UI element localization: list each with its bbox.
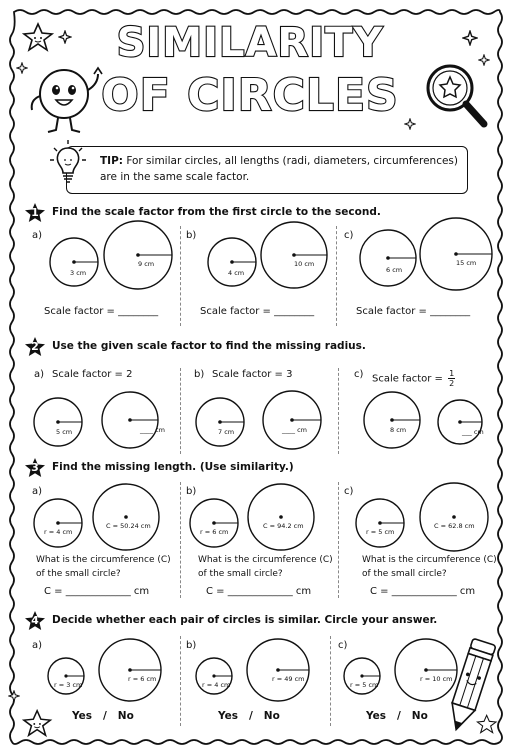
part-letter: a) [32, 640, 43, 651]
part-letter: c) [354, 369, 364, 380]
page-title-line1: SIMILARITY [116, 20, 384, 66]
star-icon [8, 690, 20, 702]
question-number-badge: 3 [24, 457, 46, 479]
star-icon [476, 712, 500, 736]
large-radius-label: r = 49 cm [272, 675, 305, 683]
no-option[interactable]: No [117, 710, 134, 722]
yes-no-choice: Yes / No [366, 710, 428, 722]
small-radius-label: r = 3 cm [54, 681, 83, 689]
answer-blank[interactable]: C = _____________ cm [370, 586, 476, 597]
yes-option[interactable]: Yes [72, 710, 93, 722]
star-icon [22, 708, 56, 738]
question-number-badge: 1 [24, 202, 46, 224]
no-option[interactable]: No [411, 710, 428, 722]
question-number-badge: 4 [24, 610, 46, 632]
question-text: of the small circle? [198, 569, 283, 579]
small-radius-label: r = 5 cm [366, 528, 395, 536]
question-2-heading: Use the given scale factor to find the missing radius. [52, 340, 366, 352]
small-radius-label: r = 6 cm [200, 528, 229, 536]
yes-no-choice: Yes / No [72, 710, 134, 722]
missing-radius-label: ___ cm [462, 428, 484, 436]
answer-blank[interactable]: Scale factor = ________ [200, 306, 315, 317]
large-radius-label: r = 10 cm [420, 675, 453, 683]
part-letter: b) [186, 230, 197, 241]
no-option[interactable]: No [263, 710, 280, 722]
part-letter: a) [32, 230, 43, 241]
large-radius-label: 15 cm [456, 259, 477, 267]
answer-blank[interactable]: C = _____________ cm [206, 586, 312, 597]
scale-factor-label: Scale factor = 3 [212, 369, 293, 380]
fraction: $\frac{1}{2}$ [449, 369, 455, 388]
small-radius-label: 5 cm [56, 428, 73, 436]
part-letter: b) [194, 369, 205, 380]
small-radius-label: r = 4 cm [44, 528, 73, 536]
question-number-badge: 2 [24, 336, 46, 358]
part-letter: b) [186, 486, 197, 497]
small-radius-label: 6 cm [386, 266, 403, 274]
yes-option[interactable]: Yes [366, 710, 387, 722]
answer-blank[interactable]: Scale factor = ________ [356, 306, 471, 317]
large-circumference-label: C = 94.2 cm [263, 522, 304, 530]
question-text: What is the circumference (C) [36, 555, 171, 565]
small-radius-label: r = 5 cm [350, 681, 379, 689]
missing-radius-label: ____ cm [282, 426, 307, 434]
yes-no-choice: Yes / No [218, 710, 280, 722]
yes-option[interactable]: Yes [218, 710, 239, 722]
large-radius-label: 10 cm [294, 260, 315, 268]
tip-body: For similar circles, all lengths (radi, diameters, circumferences) are in the same scale factor. [100, 155, 458, 183]
part-letter: c) [338, 640, 348, 651]
question-text: What is the circumference (C) [198, 555, 333, 565]
question-text: of the small circle? [362, 569, 447, 579]
small-radius-label: 3 cm [70, 269, 87, 277]
answer-blank[interactable]: Scale factor = ________ [44, 306, 159, 317]
part-letter: b) [186, 640, 197, 651]
large-radius-label: 9 cm [138, 260, 155, 268]
large-circumference-label: C = 62.8 cm [434, 522, 475, 530]
part-letter: c) [344, 230, 354, 241]
tip-label: TIP: [100, 155, 123, 167]
missing-radius-label: ____ cm [140, 426, 165, 434]
scale-factor-label: Scale factor = $\frac{1}{2}$ [372, 369, 455, 388]
question-4-heading: Decide whether each pair of circles is similar. Circle your answer. [52, 614, 438, 626]
small-radius-label: r = 4 cm [202, 681, 231, 689]
small-radius-label: 8 cm [390, 426, 407, 434]
part-letter: a) [34, 369, 45, 380]
large-radius-label: r = 6 cm [128, 675, 157, 683]
answer-blank[interactable]: C = _____________ cm [44, 586, 150, 597]
part-letter: c) [344, 486, 354, 497]
page-title-line2: OF CIRCLES [101, 70, 399, 121]
question-text: What is the circumference (C) [362, 555, 497, 565]
large-circumference-label: C = 50.24 cm [106, 522, 151, 530]
small-radius-label: 4 cm [228, 269, 245, 277]
scale-factor-label: Scale factor = 2 [52, 369, 133, 380]
question-3-heading: Find the missing length. (Use similarity.) [52, 461, 294, 473]
small-radius-label: 7 cm [218, 428, 235, 436]
part-letter: a) [32, 486, 43, 497]
question-1-heading: Find the scale factor from the first circle to the second. [52, 206, 381, 218]
question-text: of the small circle? [36, 569, 121, 579]
